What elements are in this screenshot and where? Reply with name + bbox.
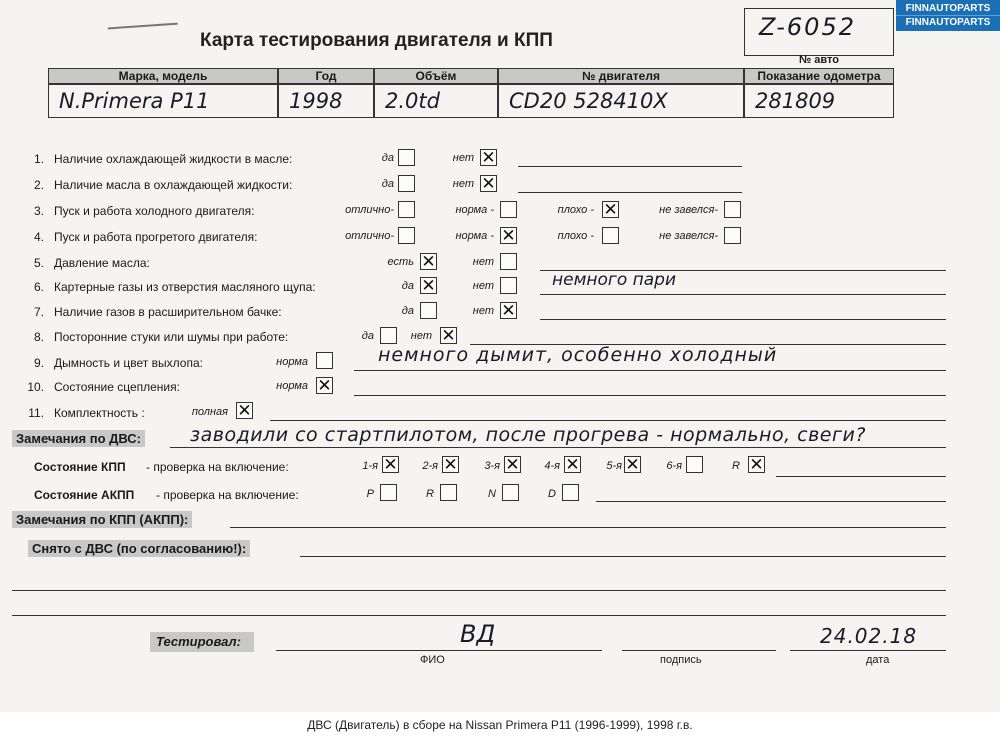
value-odometer: 281809: [744, 84, 894, 118]
header-year: Год: [278, 68, 374, 84]
form-title: Карта тестирования двигателя и КПП: [200, 30, 553, 51]
option-label: нет: [472, 305, 494, 317]
kpp-remarks-label: Замечания по КПП (АКПП):: [12, 511, 192, 528]
signature-line: [622, 650, 776, 651]
question-text: Дымность и цвет выхлопа:: [54, 356, 203, 370]
gear-label: P: [366, 488, 374, 500]
checkbox[interactable]: [500, 201, 517, 218]
answer-line: [354, 370, 946, 371]
checkbox-checked[interactable]: ✕: [421, 252, 436, 271]
akpp-sublabel: - проверка на включение:: [156, 488, 299, 502]
answer-line: [170, 447, 946, 448]
value-engine-number: CD20 528410X: [498, 84, 744, 118]
test-date: 24.02.18: [820, 624, 918, 648]
question-number: 4.: [33, 230, 44, 244]
question-text: Посторонние стуки или шумы при работе:: [54, 330, 289, 344]
checkbox[interactable]: [724, 227, 741, 244]
gear-label: 6-я: [666, 460, 682, 472]
gear-checkbox[interactable]: [686, 456, 703, 473]
removed-label: Снято с ДВС (по согласованию!):: [28, 540, 250, 557]
gear-label: 1-я: [362, 460, 378, 472]
signoff-label: Тестировал:: [156, 634, 241, 649]
answer-line: [518, 192, 742, 193]
answer-line: [540, 319, 946, 320]
question-text: Состояние сцепления:: [54, 380, 180, 394]
checkbox[interactable]: [398, 175, 415, 192]
question-text: Пуск и работа прогретого двигателя:: [54, 230, 258, 244]
checkbox[interactable]: [500, 277, 517, 294]
checkbox-checked[interactable]: ✕: [501, 226, 516, 245]
question-text: Давление масла:: [54, 256, 150, 270]
gear-label: R: [426, 488, 434, 500]
option-label: да: [401, 305, 414, 317]
gear-checkbox[interactable]: [380, 484, 397, 501]
answer-line: [300, 556, 946, 557]
answer-line: [12, 590, 946, 591]
checkbox[interactable]: [398, 149, 415, 166]
answer-line: [776, 476, 946, 477]
checkbox[interactable]: [398, 201, 415, 218]
option-label: норма: [276, 356, 308, 368]
checkbox-checked[interactable]: ✕: [481, 148, 496, 167]
gear-label: 5-я: [606, 460, 622, 472]
header-make-model: Марка, модель: [48, 68, 278, 84]
question-number: 8.: [33, 330, 44, 344]
option-label: норма: [276, 380, 308, 392]
checkbox-checked[interactable]: ✕: [501, 301, 516, 320]
question-text: Комплектность :: [54, 406, 145, 420]
question-number: 5.: [33, 256, 44, 270]
gear-label: 2-я: [422, 460, 438, 472]
image-caption: ДВС (Двигатель) в сборе на Nissan Primera P11 (1996-1999), 1998 г.в.: [307, 718, 693, 732]
question-number: 11.: [28, 406, 44, 420]
checkbox[interactable]: [380, 327, 397, 344]
dvs-remarks-note: заводили со стартпилотом, после прогрева - нормально, свеги?: [190, 424, 866, 446]
option-label: норма -: [455, 230, 494, 242]
checkbox[interactable]: [316, 352, 333, 369]
gear-checkbox[interactable]: [562, 484, 579, 501]
checkbox[interactable]: [724, 201, 741, 218]
kpp-sublabel: - проверка на включение:: [146, 460, 289, 474]
gear-label: 4-я: [544, 460, 560, 472]
question-number: 9.: [33, 356, 44, 370]
question-text: Картерные газы из отверстия масляного щупа:: [54, 280, 316, 294]
value-year: 1998: [278, 84, 374, 118]
watermark-text: FINNAUTOPARTS: [896, 2, 1000, 16]
question-number: 2.: [33, 178, 44, 192]
gear-label: 3-я: [484, 460, 500, 472]
value-make-model: N.Primera P11: [48, 84, 278, 118]
option-label: да: [381, 178, 394, 190]
answer-line: [270, 420, 946, 421]
date-caption: дата: [866, 654, 890, 666]
option-label: да: [381, 152, 394, 164]
card-number-label: № авто: [798, 54, 839, 66]
header-engine-number: № двигателя: [498, 68, 744, 84]
card-number: Z-6052: [759, 13, 856, 41]
value-volume: 2.0td: [374, 84, 498, 118]
header-volume: Объём: [374, 68, 498, 84]
question-text: Наличие масла в охлаждающей жидкости:: [54, 178, 293, 192]
checkbox[interactable]: [398, 227, 415, 244]
checkbox-checked[interactable]: ✕: [317, 376, 332, 395]
answer-line: [540, 294, 946, 295]
card-number-box: [744, 8, 894, 56]
question-text: Наличие охлаждающей жидкости в масле:: [54, 152, 293, 166]
akpp-label: Состояние АКПП: [34, 488, 135, 502]
question-number: 1.: [33, 152, 44, 166]
answer-line: [518, 166, 742, 167]
question-number: 3.: [33, 204, 44, 218]
gear-checkbox-checked[interactable]: ✕: [443, 455, 458, 474]
question-number: 7.: [33, 305, 44, 319]
gear-checkbox-checked[interactable]: ✕: [383, 455, 398, 474]
kpp-label: Состояние КПП: [34, 460, 126, 474]
answer-line: [230, 527, 946, 528]
option-label: нет: [452, 178, 474, 190]
watermark-text: FINNAUTOPARTS: [905, 17, 991, 28]
signoff-label-bg: [150, 632, 254, 652]
checkbox[interactable]: [420, 302, 437, 319]
option-label: нет: [472, 280, 494, 292]
checkbox-checked[interactable]: ✕: [237, 401, 252, 420]
checkbox-checked[interactable]: ✕: [603, 200, 618, 219]
option-label: да: [401, 280, 414, 292]
question-text: Наличие газов в расширительном бачке:: [54, 305, 282, 319]
checkbox[interactable]: [602, 227, 619, 244]
question-text: Пуск и работа холодного двигателя:: [54, 204, 255, 218]
option-label: плохо -: [557, 204, 594, 216]
gear-label: R: [732, 460, 740, 472]
handwritten-note: немного пари: [552, 270, 677, 290]
answer-line: [12, 615, 946, 616]
option-label: норма -: [455, 204, 494, 216]
date-line: [790, 650, 946, 651]
tester-name: ВД: [460, 620, 496, 648]
gear-checkbox[interactable]: [502, 484, 519, 501]
gear-checkbox-checked[interactable]: ✕: [625, 455, 640, 474]
checkbox-checked[interactable]: ✕: [421, 276, 436, 295]
option-label: нет: [472, 256, 494, 268]
gear-label: N: [488, 488, 496, 500]
gear-checkbox-checked[interactable]: ✕: [505, 455, 520, 474]
header-odometer: Показание одометра: [744, 68, 894, 84]
handwritten-note: немного дымит, особенно холодный: [378, 344, 778, 366]
fio-line: [276, 650, 602, 651]
answer-line: [596, 501, 946, 502]
answer-line: [354, 395, 946, 396]
gear-checkbox-checked[interactable]: ✕: [565, 455, 580, 474]
fio-caption: ФИО: [420, 654, 445, 666]
gear-checkbox[interactable]: [440, 484, 457, 501]
gear-label: D: [548, 488, 556, 500]
checkbox-checked[interactable]: ✕: [441, 326, 456, 345]
option-label: нет: [410, 330, 432, 342]
question-number: 6.: [33, 280, 44, 294]
checkbox-checked[interactable]: ✕: [481, 174, 496, 193]
option-label: нет: [452, 152, 474, 164]
signature-caption: подпись: [660, 654, 702, 666]
question-number: 10.: [27, 380, 44, 394]
option-label: не завелся-: [659, 204, 718, 216]
option-label: плохо -: [557, 230, 594, 242]
option-label: отлично-: [345, 230, 394, 242]
pen-stroke: [108, 23, 178, 36]
gear-checkbox-checked[interactable]: ✕: [749, 455, 764, 474]
watermark-logo: [896, 0, 1000, 31]
option-label: да: [361, 330, 374, 342]
checkbox[interactable]: [500, 253, 517, 270]
option-label: есть: [387, 256, 414, 268]
option-label: отлично-: [345, 204, 394, 216]
option-label: полная: [191, 406, 228, 418]
option-label: не завелся-: [659, 230, 718, 242]
dvs-remarks-label: Замечания по ДВС:: [12, 430, 145, 447]
